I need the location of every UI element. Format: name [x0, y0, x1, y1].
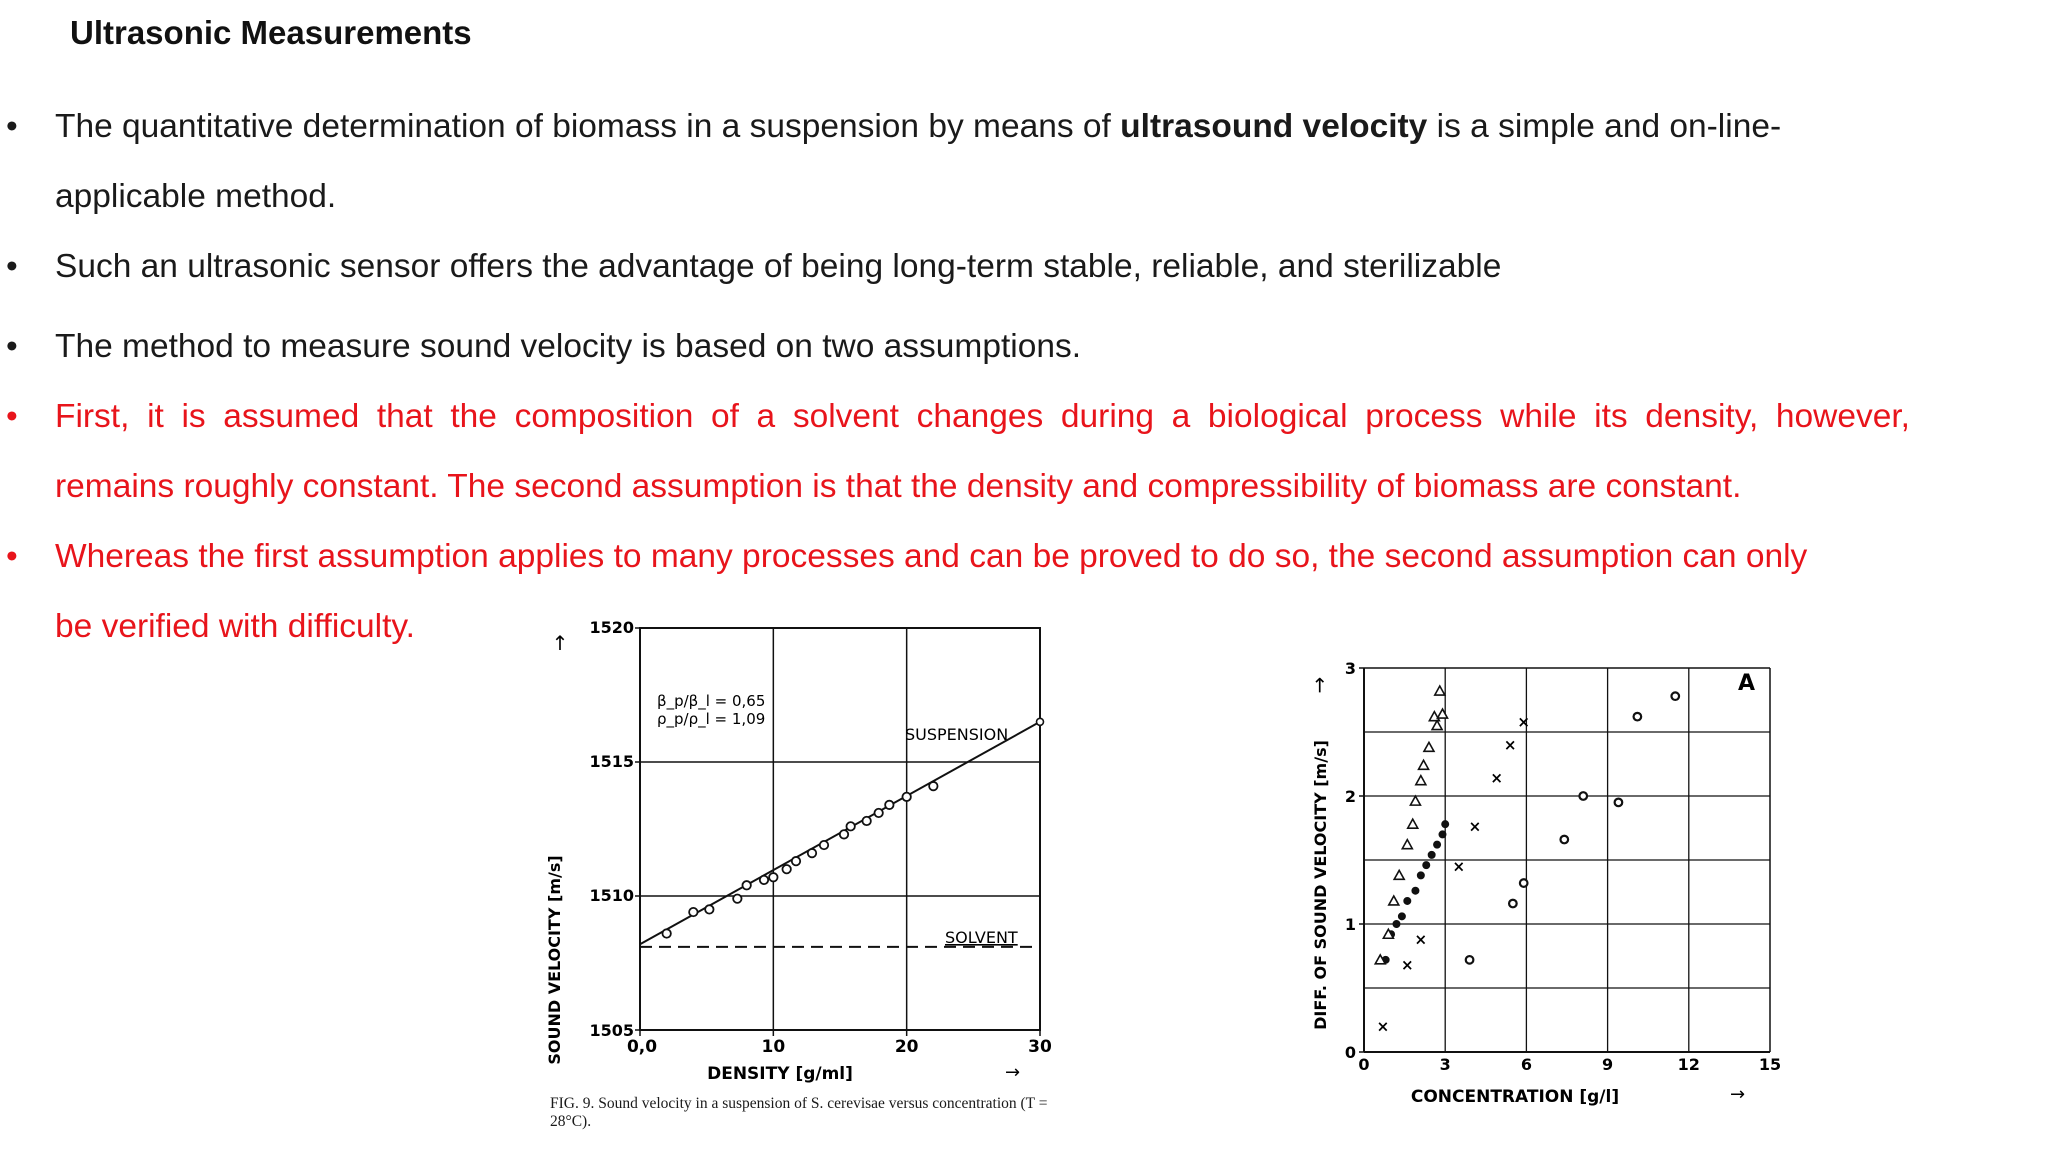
chart2-point-circle — [1428, 851, 1435, 858]
chart2-point-cross: × — [1376, 1017, 1390, 1036]
chart1-annotation-beta: β_p/β_l = 0,65 — [657, 692, 766, 710]
chart2-point-circle — [1393, 921, 1400, 928]
chart2-point-cross: × — [1517, 712, 1530, 731]
chart2-point-triangle — [1419, 760, 1429, 769]
chart1-ytick-label: 1515 — [589, 752, 634, 771]
chart2-point-triangle — [1389, 896, 1399, 905]
chart2-point-triangle — [1416, 776, 1426, 785]
chart1-point — [705, 905, 713, 913]
chart1-point — [792, 857, 800, 865]
chart2-point-cross: × — [1468, 817, 1482, 836]
chart2-point-circle — [1404, 898, 1411, 905]
bullet-dot: • — [6, 248, 18, 285]
chart1-point — [929, 782, 937, 790]
chart2-point-cross: × — [1490, 769, 1503, 788]
chart2-xtick-label: 9 — [1602, 1055, 1614, 1074]
chart2-xlabel: CONCENTRATION [g/l] — [1410, 1087, 1620, 1107]
chart2-point-circle — [1520, 879, 1528, 887]
chart2-point-triangle — [1437, 709, 1447, 718]
bullet-2-text: Such an ultrasonic sensor offers the advantage of being long-term stable, reliable, and sterilizable — [55, 248, 1502, 285]
chart2-point-circle — [1615, 799, 1623, 807]
chart1-point — [846, 822, 854, 830]
chart1-xarrow: → — [1005, 1062, 1021, 1083]
bullet-4-line1: First, it is assumed that the composition of a solvent changes during a biological process while its density, however, — [55, 398, 1910, 435]
bullet-1-text-bold: ultrasound velocity — [1120, 108, 1428, 145]
chart2-point-circle — [1423, 862, 1430, 869]
bullet-1-text-pre: The quantitative determination of biomass in a suspension by means of — [55, 108, 1121, 145]
chart2-point-circle — [1398, 913, 1405, 920]
chart1-axes — [589, 618, 1052, 1057]
chart1-label-solvent: SOLVENT — [945, 928, 1018, 947]
chart1-point — [1037, 718, 1044, 725]
chart2-point-cross: × — [1503, 735, 1517, 754]
chart2-point-circle — [1579, 792, 1587, 800]
chart1-point — [662, 929, 670, 937]
chart2-point-cross: × — [1401, 955, 1414, 974]
chart1-point — [782, 865, 790, 873]
chart2-ytick-label: 2 — [1344, 787, 1356, 806]
bullet-1-text-post: is a simple and on-line- — [1427, 108, 1782, 145]
chart2-xtick-label: 15 — [1758, 1055, 1782, 1074]
chart1-point — [769, 873, 777, 881]
chart1-ytick-label: 1510 — [589, 886, 634, 905]
chart2-point-circle — [1434, 841, 1441, 848]
chart1-xtick-label: 0,0 — [626, 1037, 658, 1057]
chart2-ylabel: DIFF. OF SOUND VELOCITY [m/s] — [1311, 740, 1330, 1030]
chart2-grid — [1364, 668, 1770, 1052]
bullet-3-text: The method to measure sound velocity is based on two assumptions. — [55, 328, 1082, 365]
chart2-xtick-label: 12 — [1677, 1055, 1700, 1074]
chart1-point — [874, 809, 882, 817]
chart1-point — [742, 881, 750, 889]
chart1-frame — [640, 628, 1040, 1030]
chart2-point-triangle — [1394, 870, 1404, 879]
chart2-point-circle — [1417, 872, 1424, 879]
chart1-grid — [640, 628, 1040, 1030]
chart2-ytick-label: 0 — [1344, 1043, 1356, 1062]
chart2-ytick-label: 3 — [1344, 659, 1356, 678]
figure-caption: FIG. 9. Sound velocity in a suspension of S. cerevisae versus concentration (T = 28°C). — [550, 1095, 1048, 1130]
chart2-ytick-label: 1 — [1344, 915, 1356, 934]
chart1-ylabel: SOUND VELOCITY [m/s] — [545, 855, 564, 1065]
chart1-point — [885, 801, 893, 809]
chart2-point-triangle — [1435, 686, 1445, 695]
chart2-point-triangle — [1410, 796, 1420, 805]
chart2-axes — [1345, 659, 1781, 1074]
chart1-xtick-label: 30 — [1028, 1037, 1052, 1057]
chart2-point-circle — [1634, 713, 1642, 721]
chart2-point-triangle — [1402, 840, 1412, 849]
chart2-panel-label: A — [1738, 671, 1756, 696]
chart2-yarrow: → — [1307, 676, 1331, 694]
chart2-xtick-label: 0 — [1358, 1055, 1370, 1074]
chart2-xarrow: → — [1730, 1084, 1746, 1105]
chart2-point-circle — [1439, 831, 1446, 838]
chart2-point-circle — [1442, 821, 1449, 828]
chart1-ytick-label: 1520 — [589, 618, 634, 637]
chart1-label-suspension: SUSPENSION — [905, 725, 1009, 744]
chart1-xlabel: DENSITY [g/ml] — [707, 1064, 853, 1084]
chart2-point-triangle — [1424, 742, 1434, 751]
chart1-annotation-rho: ρ_p/ρ_l = 1,09 — [657, 710, 766, 728]
figure-sound-velocity-density — [535, 600, 1080, 1152]
chart-sound-velocity — [535, 600, 1080, 1152]
bullet-5-line1: Whereas the first assumption applies to many processes and can be proved to do so, the second assumption can only — [55, 538, 1808, 575]
chart2-point-cross: × — [1452, 857, 1466, 876]
chart2-point-circle — [1671, 692, 1679, 700]
chart2-point-circle — [1466, 956, 1474, 964]
chart1-ytick-label: 1505 — [589, 1021, 634, 1040]
chart1-point — [689, 908, 697, 916]
chart-diff-velocity — [1290, 640, 1790, 1120]
chart2-point-circle — [1412, 887, 1419, 894]
chart1-point — [760, 876, 768, 884]
chart2-xtick-label: 6 — [1520, 1055, 1532, 1074]
chart1-point — [840, 830, 848, 838]
chart2-point-cross: × — [1414, 930, 1428, 949]
chart1-xtick-label: 20 — [894, 1037, 919, 1057]
bullet-1-cont-text: applicable method. — [55, 178, 337, 215]
chart1-point — [902, 793, 910, 801]
chart1-point — [733, 894, 741, 902]
chart2-point-circle — [1509, 900, 1517, 908]
chart2-xtick-label: 3 — [1439, 1055, 1451, 1074]
chart1-xtick-label: 10 — [761, 1037, 786, 1057]
bullet-dot: • — [6, 328, 18, 365]
bullet-5-line2: be verified with difficulty. — [55, 608, 415, 645]
chart2-point-triangle — [1432, 721, 1442, 730]
bullet-dot: • — [6, 538, 18, 575]
figure-diff-sound-velocity — [1290, 640, 1790, 1120]
chart2-point-triangle — [1408, 819, 1418, 828]
chart1-point — [862, 817, 870, 825]
chart2-points — [1375, 686, 1679, 1035]
chart1-point — [820, 841, 828, 849]
chart1-point — [808, 849, 816, 857]
slide-title: Ultrasonic Measurements — [70, 14, 472, 51]
bullet-4-line2: remains roughly constant. The second assumption is that the density and compressibility of biomass are constant. — [55, 468, 1742, 505]
chart2-point-circle — [1560, 836, 1568, 844]
chart1-yarrow: ↑ — [551, 631, 569, 655]
bullet-dot: • — [6, 398, 18, 435]
bullet-dot: • — [6, 108, 18, 145]
